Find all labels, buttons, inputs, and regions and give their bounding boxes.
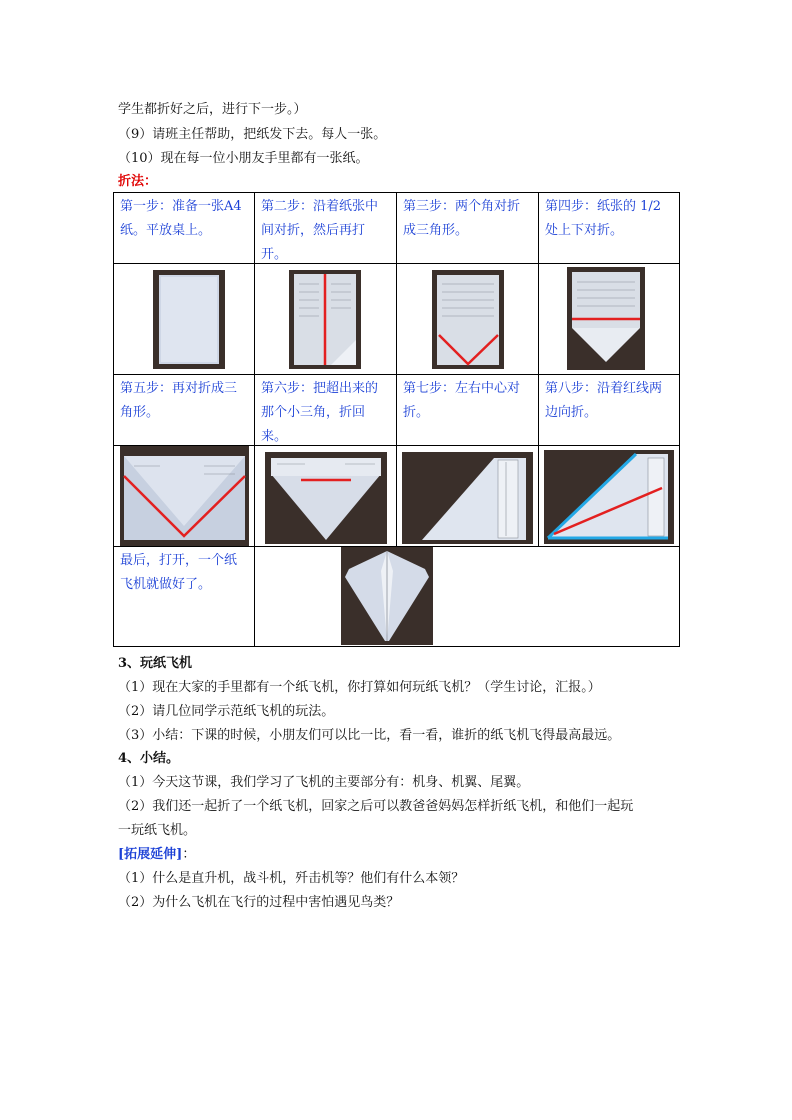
section-3-item-2: （2）请几位同学示范纸飞机的玩法。 (118, 704, 335, 719)
step-4-text: 第四步：纸张的 1/2 处上下对折。 (539, 193, 680, 264)
extension-item-2: （2）为什么飞机在飞行的过程中害怕遇见鸟类？ (118, 895, 400, 910)
edge-fold-photo (544, 450, 674, 544)
extension-colon: ： (182, 847, 196, 862)
triangle-fold-photo (120, 446, 249, 546)
section-4-heading (118, 750, 179, 768)
section-3-title: 3、玩纸飞机 (118, 656, 193, 671)
step-2-photo-cell (255, 264, 397, 375)
step-7-text: 第七步：左右中心对折。 (397, 375, 539, 446)
step-3-text: 第三步：两个角对折成三角形。 (397, 193, 539, 264)
intro-line-2: （9）请班主任帮助，把纸发下去。每人一张。 (118, 127, 387, 142)
step-8-photo-cell (539, 446, 680, 547)
step-6-text: 第六步：把超出来的那个小三角，折回来。 (255, 375, 397, 446)
section-4-item-1: （1）今天这节课，我们学习了飞机的主要部分有：机身、机翼、尾翼。 (118, 775, 530, 790)
section-4-title: 小结。 (140, 751, 180, 766)
step-5-text: 第五步：再对折成三角形。 (114, 375, 255, 446)
final-photo-cell (255, 547, 679, 646)
intro-line-3: （10）现在每一位小朋友手里都有一张纸。 (118, 151, 369, 166)
step-8-text: 第八步：沿着红线两边向折。 (539, 375, 680, 446)
extension-item-1: （1）什么是直升机，战斗机，歼击机等？他们有什么本领？ (118, 871, 465, 886)
intro-line-1: 学生都折好之后，进行下一步。） (118, 102, 307, 117)
extension-heading (118, 846, 195, 864)
small-triangle-photo (265, 452, 387, 544)
half-fold-photo (567, 267, 645, 370)
paper-sheet-photo (153, 270, 225, 369)
final-step-text: 最后，打开，一个纸飞机就做好了。 (114, 547, 255, 646)
step-2-text: 第二步：沿着纸张中间对折，然后再打开。 (255, 193, 397, 264)
center-fold-photo (289, 270, 361, 369)
folding-heading: 折法： (118, 174, 158, 189)
step-3-photo-cell (397, 264, 539, 375)
step-6-photo-cell (255, 446, 397, 547)
section-4-prefix: 4、 (118, 751, 141, 766)
step-1-photo-cell (114, 264, 255, 375)
step-4-photo-cell (539, 264, 680, 375)
finished-plane-photo (341, 547, 433, 645)
corner-fold-photo (432, 270, 504, 369)
section-4-item-3: 一玩纸飞机。 (118, 823, 197, 838)
step-7-photo-cell (397, 446, 539, 547)
section-3-item-1: （1）现在大家的手里都有一个纸飞机，你打算如何玩纸飞机？（学生讨论，汇报。） (118, 680, 601, 695)
section-3-item-3: （3）小结：下课的时候，小朋友们可以比一比，看一看，谁折的纸飞机飞得最高最远。 (118, 728, 621, 743)
folding-steps-table (113, 192, 680, 647)
section-4-item-2: （2）我们还一起折了一个纸飞机，回家之后可以教爸爸妈妈怎样折纸飞机，和他们一起玩 (118, 799, 634, 814)
extension-title: [拓展延伸] (118, 847, 183, 862)
step-5-photo-cell (114, 446, 255, 547)
step-1-text: 第一步：准备一张A4纸。平放桌上。 (114, 193, 255, 264)
center-halves-photo (402, 452, 533, 544)
